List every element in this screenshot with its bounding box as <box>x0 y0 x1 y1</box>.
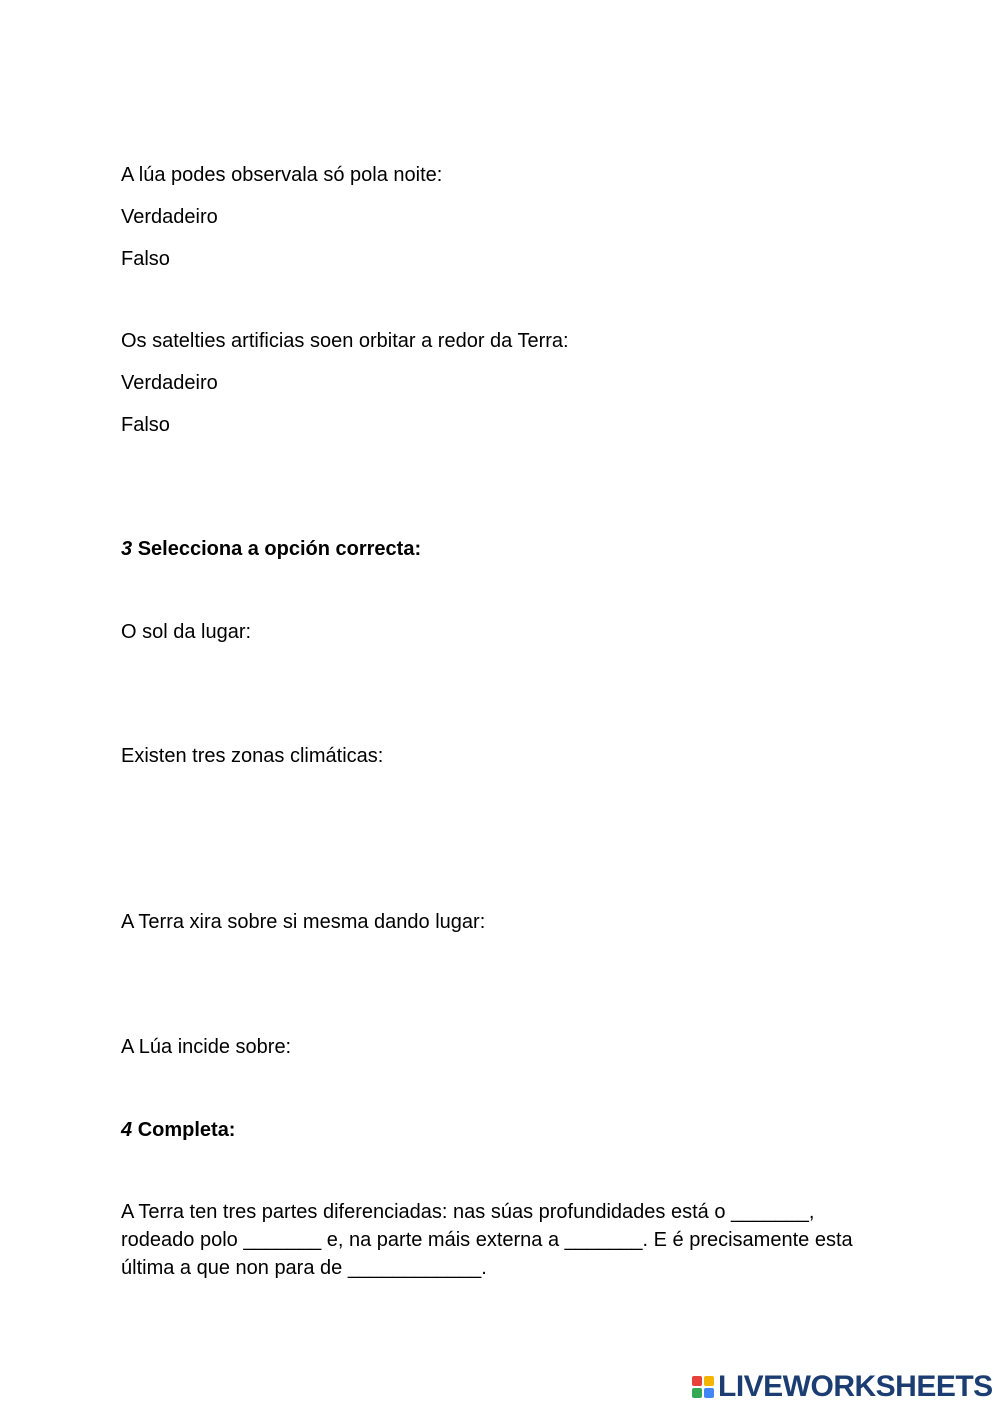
section-4-line-2: rodeado polo _______ e, na parte máis externa a _______. E é precisamente esta <box>121 1229 853 1251</box>
section-3-prompt-4: A Lúa incide sobre: <box>121 1036 292 1058</box>
section-3-number: 3 <box>121 538 133 560</box>
question-1-option-true[interactable]: Verdadeiro <box>121 206 218 228</box>
section-4-title: Completa: <box>137 1119 236 1141</box>
question-1-option-false[interactable]: Falso <box>121 248 170 270</box>
section-4-heading <box>121 1118 235 1142</box>
logo-mark-square-4 <box>704 1388 714 1398</box>
section-4-number: 4 <box>121 1119 133 1141</box>
section-3-prompt-1: O sol da lugar: <box>121 621 252 643</box>
question-1-statement: A lúa podes observala só pola noite: <box>121 164 443 186</box>
section-4-paragraph <box>121 1198 871 1282</box>
logo-mark-square-1 <box>692 1376 702 1386</box>
liveworksheets-logo <box>692 1370 993 1404</box>
section-3-prompt-2: Existen tres zonas climáticas: <box>121 745 384 767</box>
question-2-option-true[interactable]: Verdadeiro <box>121 372 218 394</box>
question-2-option-false[interactable]: Falso <box>121 414 170 436</box>
section-3-prompt-3: A Terra xira sobre si mesma dando lugar: <box>121 911 486 933</box>
section-3-title: Selecciona a opción correcta: <box>137 538 422 560</box>
logo-mark-square-2 <box>704 1376 714 1386</box>
logo-mark-icon <box>692 1376 714 1398</box>
section-3-heading <box>121 537 421 561</box>
section-4-line-3: última a que non para de ____________. <box>121 1257 487 1279</box>
section-4-line-1: A Terra ten tres partes diferenciadas: nas súas profundidades está o _______, <box>121 1201 815 1223</box>
logo-mark-square-3 <box>692 1388 702 1398</box>
logo-text: LIVEWORKSHEETS <box>718 1370 993 1403</box>
question-2-statement: Os satelties artificias soen orbitar a redor da Terra: <box>121 330 569 352</box>
